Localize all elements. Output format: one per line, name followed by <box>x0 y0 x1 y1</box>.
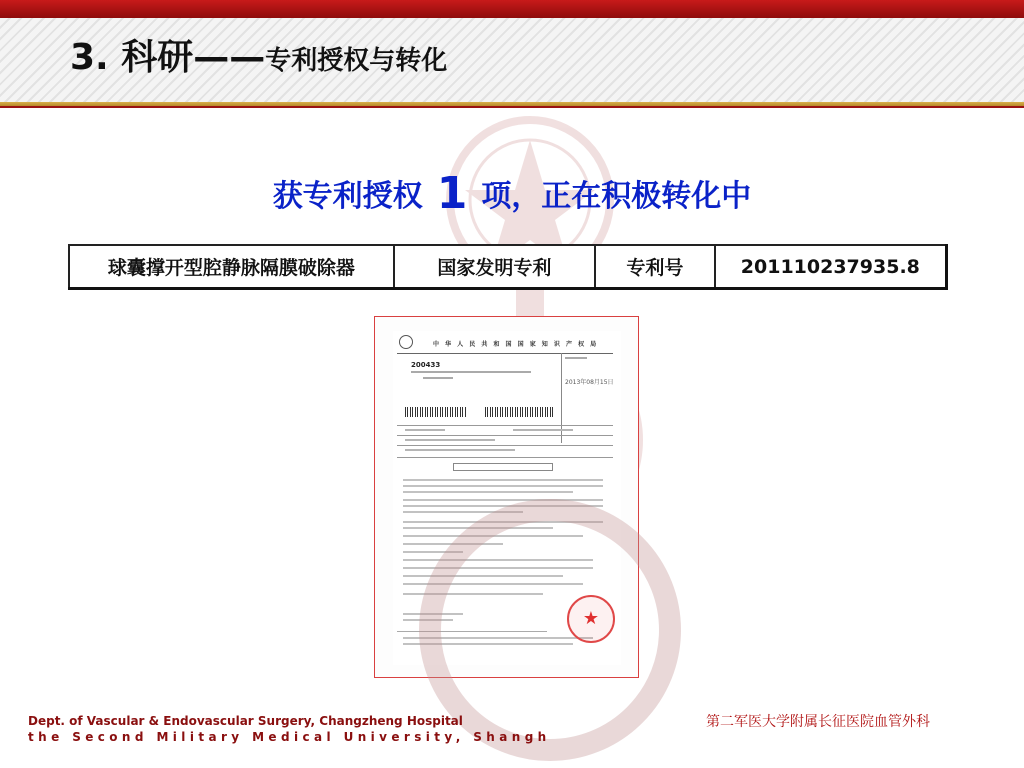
barcode-icon <box>485 407 555 417</box>
certificate-header: 中 华 人 民 共 和 国 国 家 知 识 产 权 局 <box>433 341 599 348</box>
headline-before: 获专利授权 <box>272 179 423 214</box>
text-line <box>403 559 593 561</box>
text-line <box>403 491 573 493</box>
footer-dept-line: Dept. of Vascular & Endovascular Surgery, Changzheng Hospital <box>28 714 463 728</box>
postal-code: 200433 <box>411 361 441 369</box>
footer-hospital-name: 第二军医大学附属长征医院血管外科 <box>706 714 930 730</box>
text-line <box>403 575 563 577</box>
divider <box>397 425 613 426</box>
patent-type-cell: 国家发明专利 <box>394 245 595 289</box>
divider <box>397 353 613 354</box>
table-row <box>69 245 947 289</box>
text-line <box>513 429 573 431</box>
slide-title <box>70 37 448 78</box>
headline-after: 项，正在积极转化中 <box>481 179 752 214</box>
slide-title-sub: 专利授权与转化 <box>265 46 448 76</box>
divider <box>397 435 613 436</box>
sipo-logo-icon <box>399 335 413 349</box>
barcode-icon <box>405 407 467 417</box>
address-line <box>423 377 453 379</box>
top-red-bar <box>0 0 1024 18</box>
issue-date-label <box>565 357 587 359</box>
issue-date: 2013年08月15日 <box>565 379 614 386</box>
footer-department <box>28 714 551 750</box>
patent-name-cell: 球囊撑开型腔静脉隔膜破除器 <box>69 245 394 289</box>
slide-title-main: 3. 科研—— <box>70 37 266 78</box>
headline-count: 1 <box>436 168 468 219</box>
text-line <box>403 485 603 487</box>
text-line <box>403 567 593 569</box>
address-line <box>411 371 531 373</box>
divider <box>397 457 613 458</box>
text-line <box>405 449 515 451</box>
header-red-rule <box>0 106 1024 108</box>
patent-table <box>68 244 948 290</box>
text-line <box>403 499 603 501</box>
patent-number-label-cell: 专利号 <box>595 245 715 289</box>
text-line <box>405 439 495 441</box>
text-line <box>405 429 445 431</box>
seal-star-icon: ★ <box>582 608 600 629</box>
patent-headline <box>0 168 1024 219</box>
text-line <box>403 479 603 481</box>
patent-number-cell: 201110237935.8 <box>715 245 947 289</box>
patent-certificate-image <box>374 316 639 678</box>
emblem-text-watermark <box>440 640 660 768</box>
notice-title-box <box>453 463 553 471</box>
divider <box>397 445 613 446</box>
footer-university-line: the Second Military Medical University, Shangh <box>28 730 551 744</box>
